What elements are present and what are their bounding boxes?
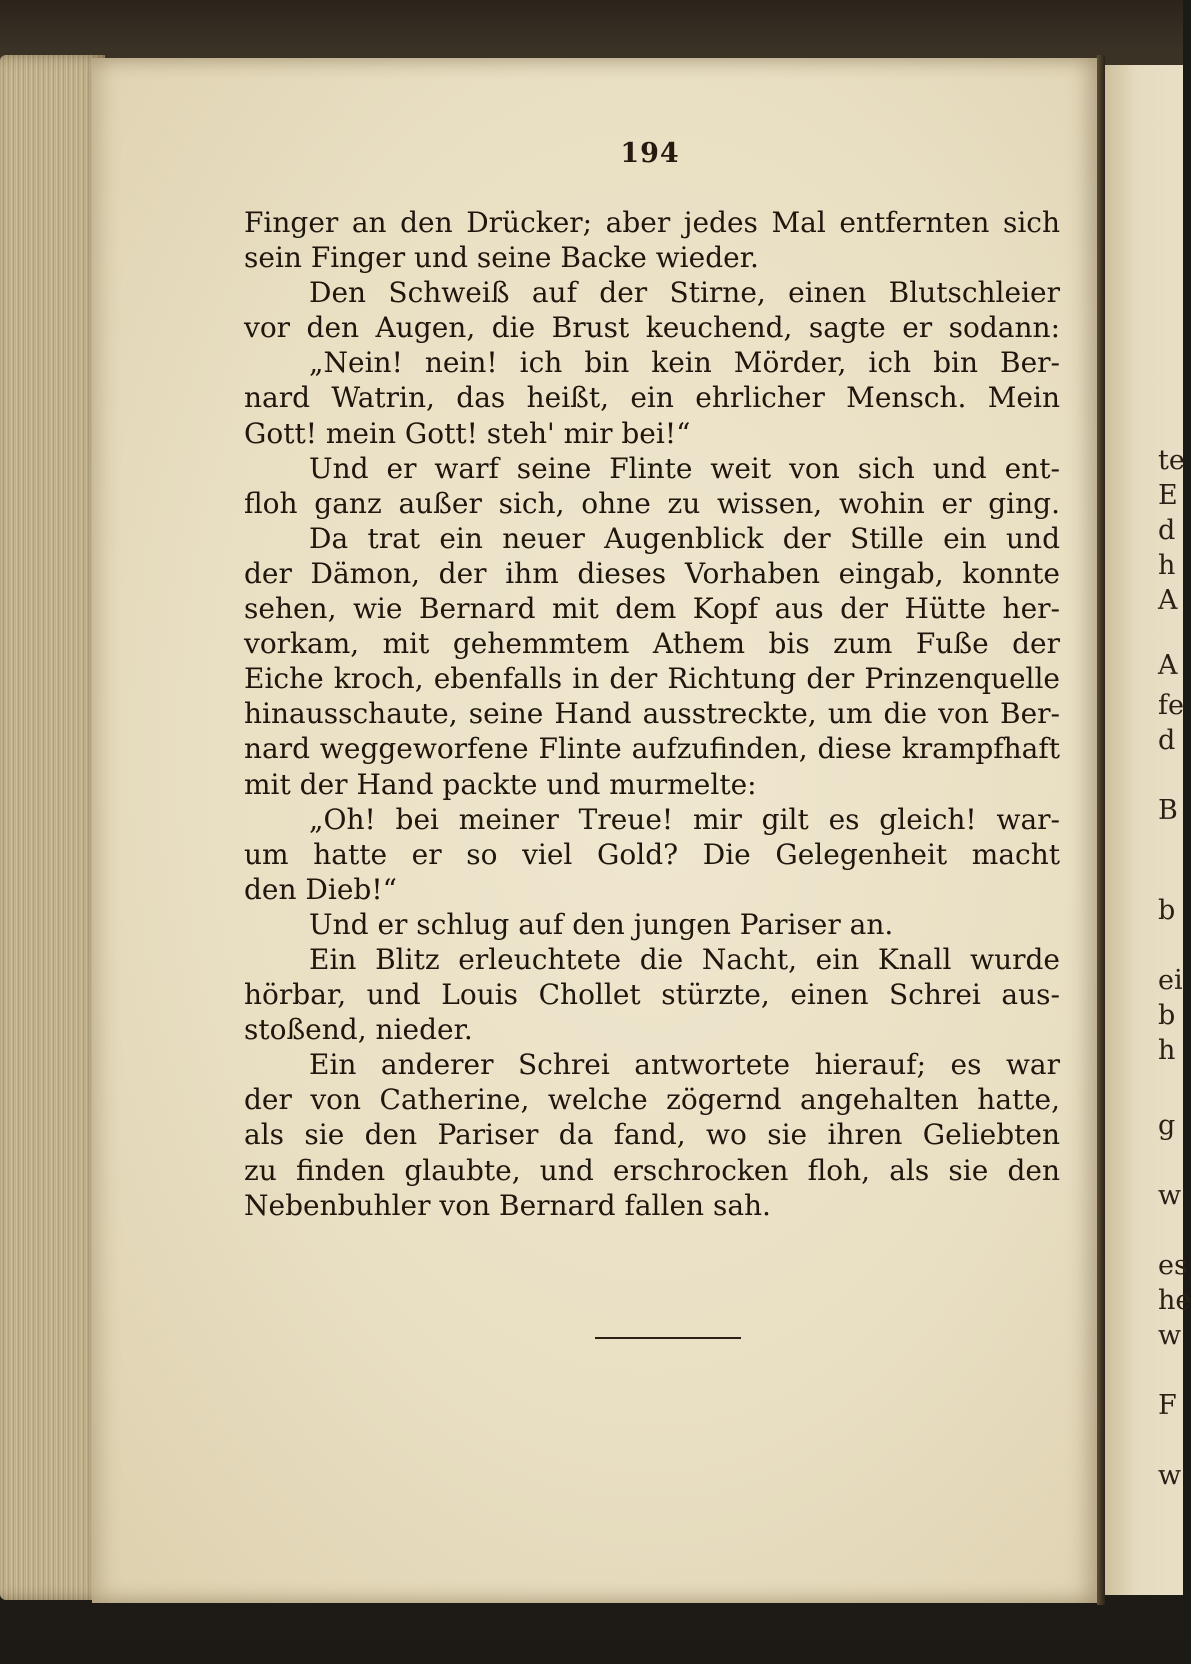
text-line: vorkam, mit gehemmtem Athem bis zum Fuße der (244, 627, 1060, 661)
text-line: mit der Hand packte und murmelte: (244, 767, 757, 801)
text-line: hörbar, und Louis Chollet stürzte, einen Schrei aus- (244, 978, 1060, 1012)
right-page-fragment: B (1158, 795, 1178, 826)
text-line: hinausschaute, seine Hand ausstreckte, um die von Ber- (244, 697, 1060, 731)
right-page-fragment: d (1158, 515, 1176, 546)
text-line: floh ganz außer sich, ohne zu wissen, wohin er ging. (244, 486, 1060, 520)
right-page-fragment: b (1158, 895, 1176, 926)
right-page-fragment: g (1158, 1110, 1176, 1141)
right-page-edge (1105, 65, 1183, 1595)
page-number: 194 (620, 138, 680, 169)
text-line: der von Catherine, welche zögernd angehalten hatte, (244, 1083, 1060, 1117)
text-line: „Nein! nein! ich bin kein Mörder, ich bin Ber- (309, 346, 1060, 380)
right-page-fragment: E (1158, 480, 1178, 511)
page-edges (0, 55, 105, 1600)
right-page-fragment: es (1158, 1250, 1188, 1281)
text-line: vor den Augen, die Brust keuchend, sagte er sodann: (244, 311, 1060, 345)
right-page-fragment: te (1158, 445, 1185, 476)
right-page-fragment: ei (1158, 965, 1183, 996)
right-page-fragment: he (1158, 1285, 1191, 1316)
right-page-fragment: b (1158, 1000, 1176, 1031)
text-line: Da trat ein neuer Augenblick der Stille ein und (309, 521, 1060, 555)
right-page-fragment: d (1158, 725, 1176, 756)
text-line: nard Watrin, das heißt, ein ehrlicher Mensch. Mein (244, 381, 1060, 415)
text-line: nard weggeworfene Flinte aufzufinden, diese krampfhaft (244, 732, 1060, 766)
text-line: sehen, wie Bernard mit dem Kopf aus der Hütte her- (244, 592, 1060, 626)
text-line: Den Schweiß auf der Stirne, einen Blutschleier (309, 276, 1060, 310)
section-rule (595, 1337, 741, 1339)
text-line: Ein anderer Schrei antwortete hierauf; es war (309, 1048, 1060, 1082)
right-page-fragment: A (1158, 585, 1178, 616)
text-line: Gott! mein Gott! steh' mir bei!“ (244, 416, 691, 450)
right-page-fragment: h (1158, 1035, 1176, 1066)
text-line: um hatte er so viel Gold? Die Gelegenheit macht (244, 837, 1060, 871)
text-line: Eiche kroch, ebenfalls in der Richtung der Prinzenquelle (244, 662, 1060, 696)
text-line: als sie den Pariser da fand, wo sie ihren Geliebten (244, 1118, 1060, 1152)
text-line: stoßend, nieder. (244, 1013, 473, 1047)
right-page-fragment: F (1158, 1390, 1177, 1421)
right-page-fragment: A (1158, 650, 1178, 681)
text-line: Nebenbuhler von Bernard fallen sah. (244, 1188, 771, 1222)
text-line: Und er warf seine Flinte weit von sich und ent- (309, 451, 1060, 485)
right-page-fragment: w (1158, 1320, 1182, 1351)
body-text (244, 205, 1060, 1223)
right-page-fragment: w (1158, 1180, 1182, 1211)
text-line: den Dieb!“ (244, 872, 397, 906)
text-line: der Dämon, der ihm dieses Vorhaben eingab, konnte (244, 556, 1060, 590)
right-page-fragment: w (1158, 1460, 1182, 1491)
text-line: zu finden glaubte, und erschrocken floh, als sie den (244, 1153, 1060, 1187)
right-page-fragment: h (1158, 550, 1176, 581)
text-line: Finger an den Drücker; aber jedes Mal entfernten sich (244, 206, 1060, 239)
text-line: Ein Blitz erleuchtete die Nacht, ein Knall wurde (309, 942, 1060, 976)
book-gutter (1097, 55, 1105, 1605)
text-line: sein Finger und seine Backe wieder. (244, 241, 759, 275)
text-line: „Oh! bei meiner Treue! mir gilt es gleich! war- (309, 802, 1060, 836)
right-page-fragment: fe (1158, 690, 1184, 721)
text-line: Und er schlug auf den jungen Pariser an. (309, 907, 894, 941)
